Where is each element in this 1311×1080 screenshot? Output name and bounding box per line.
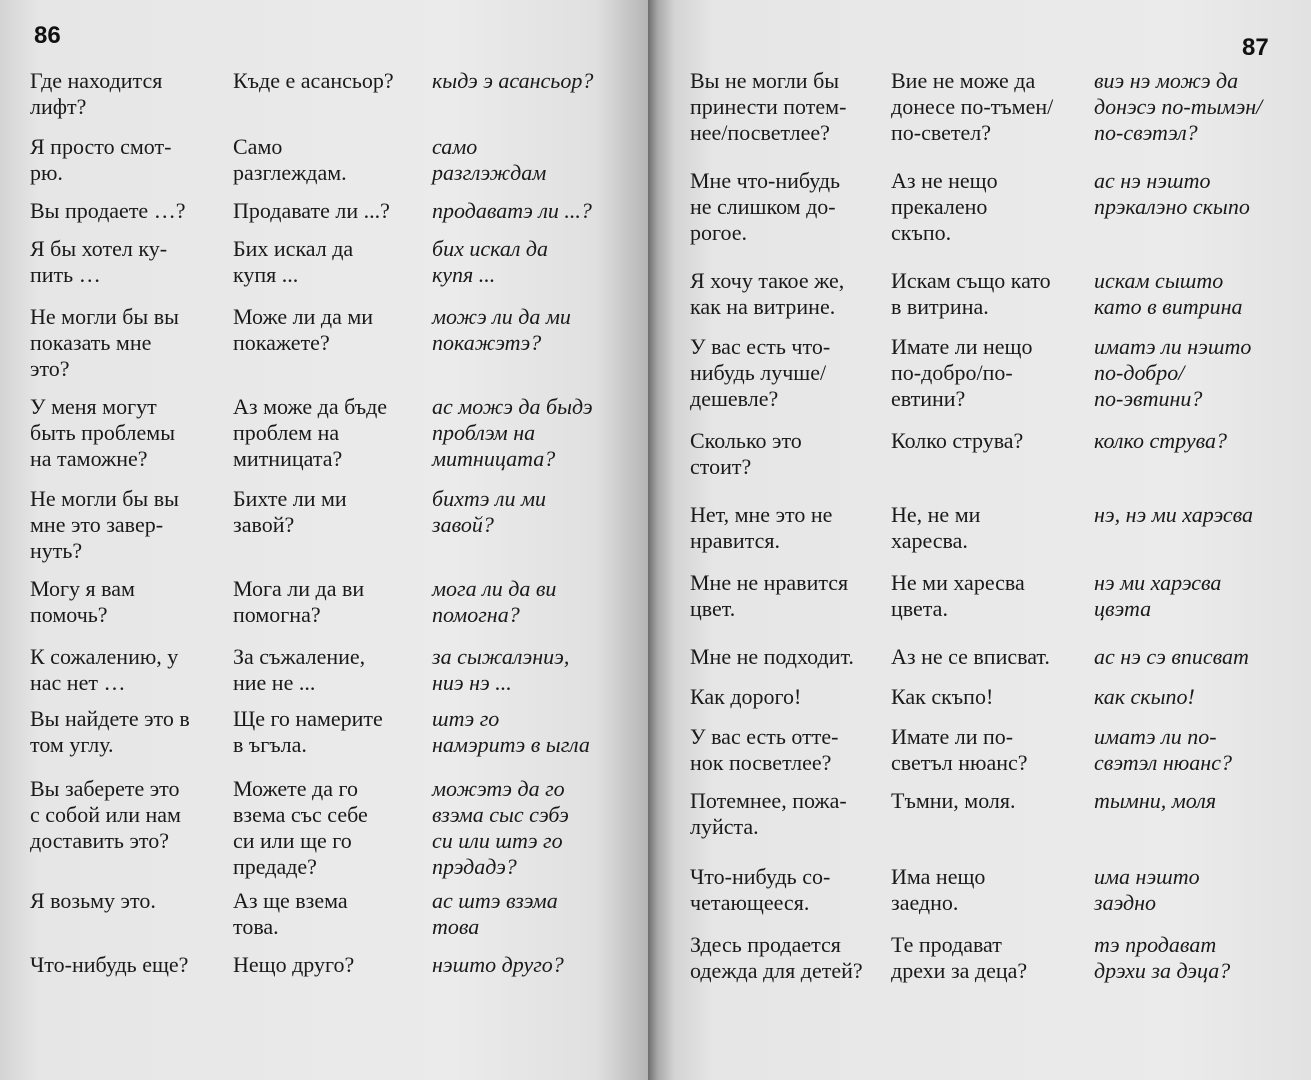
bulgarian-phrase: Аз не се вписват. xyxy=(891,644,1050,669)
russian-phrase: Вы заберете это с собой или нам доставить это? xyxy=(30,776,181,853)
transliteration: има нэшто заэдно xyxy=(1094,864,1200,915)
russian-phrase: Потемнее, пожа- луйста. xyxy=(690,788,847,839)
bulgarian-phrase: Имате ли по- светъл нюанс? xyxy=(891,724,1028,775)
transliteration: можэ ли да ми покажэтэ? xyxy=(432,304,571,355)
transliteration: само разглэждам xyxy=(432,134,547,185)
bulgarian-phrase: Само разглеждам. xyxy=(233,134,347,185)
russian-phrase: Я бы хотел ку- пить … xyxy=(30,236,168,287)
transliteration: нэ, нэ ми харэсва xyxy=(1094,502,1254,527)
transliteration: ас штэ взэма това xyxy=(432,888,558,939)
bulgarian-phrase: Нещо друго? xyxy=(233,952,355,977)
russian-phrase: У вас есть оттe- нок посветлее? xyxy=(690,724,839,775)
bulgarian-phrase: Имате ли нещо по-добро/по- евтини? xyxy=(891,334,1033,411)
transliteration: за сыжалэниэ, ниэ нэ ... xyxy=(432,644,570,695)
russian-phrase: Могу я вам помочь? xyxy=(30,576,135,627)
bulgarian-phrase: Можете да го взема със себе си или ще го предаде? xyxy=(233,776,368,879)
bulgarian-phrase: Бихте ли ми завой? xyxy=(233,486,347,537)
transliteration: бихтэ ли ми завой? xyxy=(432,486,547,537)
russian-phrase: Вы не могли бы принести потем- нее/посветлее? xyxy=(690,68,847,145)
transliteration: нэшто друго? xyxy=(432,952,564,977)
bulgarian-phrase: Не, не ми харесва. xyxy=(891,502,981,553)
transliteration: тымни, моля xyxy=(1094,788,1217,813)
bulgarian-phrase: Аз не нещо прекалено скъпо. xyxy=(891,168,998,245)
russian-phrase: Что-нибудь со- четающееся. xyxy=(690,864,831,915)
bulgarian-phrase: Тъмни, моля. xyxy=(891,788,1016,813)
russian-phrase: Нет, мне это не нравится. xyxy=(690,502,833,553)
bulgarian-phrase: За съжаление, ние не ... xyxy=(233,644,366,695)
transliteration: тэ продават дрэхи за дэца? xyxy=(1094,932,1231,983)
russian-phrase: Вы продаете …? xyxy=(30,198,186,223)
russian-phrase: Мне не нравится цвет. xyxy=(690,570,849,621)
transliteration: кыдэ э асансьор? xyxy=(432,68,594,93)
bulgarian-phrase: Аз може да бъде проблем на митницата? xyxy=(233,394,388,471)
right-page xyxy=(648,0,1311,1080)
page-number: 86 xyxy=(34,22,61,49)
transliteration: ас нэ сэ вписват xyxy=(1094,644,1249,669)
russian-phrase: Не могли бы вы показать мне это? xyxy=(30,304,179,381)
bulgarian-phrase: Може ли да ми покажете? xyxy=(233,304,374,355)
russian-phrase: Не могли бы вы мне это завер- нуть? xyxy=(30,486,179,563)
bulgarian-phrase: Има нещо заедно. xyxy=(891,864,986,915)
bulgarian-phrase: Бих искал да купя ... xyxy=(233,236,354,287)
transliteration: нэ ми харэсва цвэта xyxy=(1094,570,1222,621)
left-page xyxy=(0,0,648,1080)
bulgarian-phrase: Мога ли да ви помогна? xyxy=(233,576,365,627)
russian-phrase: К сожалению, у нас нет … xyxy=(30,644,179,695)
bulgarian-phrase: Продавате ли ...? xyxy=(233,198,390,223)
bulgarian-phrase: Аз ще взема това. xyxy=(233,888,348,939)
bulgarian-phrase: Не ми харесва цвета. xyxy=(891,570,1025,621)
bulgarian-phrase: Искам също като в витрина. xyxy=(891,268,1051,319)
russian-phrase: Где находится лифт? xyxy=(30,68,163,119)
transliteration: ас нэ нэшто прэкалэно скыпо xyxy=(1094,168,1250,219)
bulgarian-phrase: Те продават дрехи за деца? xyxy=(891,932,1028,983)
russian-phrase: Здесь продается одежда для детей? xyxy=(690,932,863,983)
bulgarian-phrase: Къде е асансьор? xyxy=(233,68,394,93)
russian-phrase: Я просто смот- рю. xyxy=(30,134,172,185)
transliteration: иматэ ли нэшто по-добро/ по-эвтини? xyxy=(1094,334,1252,411)
bulgarian-phrase: Ще го намерите в ъгъла. xyxy=(233,706,383,757)
transliteration: иматэ ли по- свэтэл нюанс? xyxy=(1094,724,1232,775)
transliteration: продаватэ ли ...? xyxy=(432,198,592,223)
transliteration: как скыпо! xyxy=(1094,684,1195,709)
russian-phrase: У меня могут быть проблемы на таможне? xyxy=(30,394,175,471)
russian-phrase: Мне что-нибудь не слишком до- рогое. xyxy=(690,168,841,245)
transliteration: бих искал да купя ... xyxy=(432,236,549,287)
transliteration: можэтэ да го взэма сыс сэбэ си или штэ го прэдадэ? xyxy=(432,776,569,879)
russian-phrase: Вы найдете это в том углу. xyxy=(30,706,190,757)
russian-phrase: Как дорого! xyxy=(690,684,802,709)
transliteration: штэ го намэритэ в ыгла xyxy=(432,706,590,757)
russian-phrase: Мне не подходит. xyxy=(690,644,854,669)
russian-phrase: Я хочу такое же, как на витрине. xyxy=(690,268,845,319)
transliteration: мога ли да ви помогна? xyxy=(432,576,557,627)
transliteration: ас можэ да быдэ проблэм на митницата? xyxy=(432,394,593,471)
bulgarian-phrase: Колко струва? xyxy=(891,428,1024,453)
transliteration: виэ нэ можэ да донэсэ по-тымэн/ по-свэтэл? xyxy=(1094,68,1263,145)
bulgarian-phrase: Как скъпо! xyxy=(891,684,994,709)
transliteration: колко струва? xyxy=(1094,428,1227,453)
russian-phrase: Сколько это стоит? xyxy=(690,428,802,479)
page-number: 87 xyxy=(1242,34,1269,61)
russian-phrase: Что-нибудь еще? xyxy=(30,952,189,977)
bulgarian-phrase: Вие не може да донесе по-тъмен/ по-светел? xyxy=(891,68,1054,145)
russian-phrase: У вас есть что- нибудь лучше/ дешевле? xyxy=(690,334,831,411)
transliteration: искам сышто като в витрина xyxy=(1094,268,1243,319)
russian-phrase: Я возьму это. xyxy=(30,888,156,913)
